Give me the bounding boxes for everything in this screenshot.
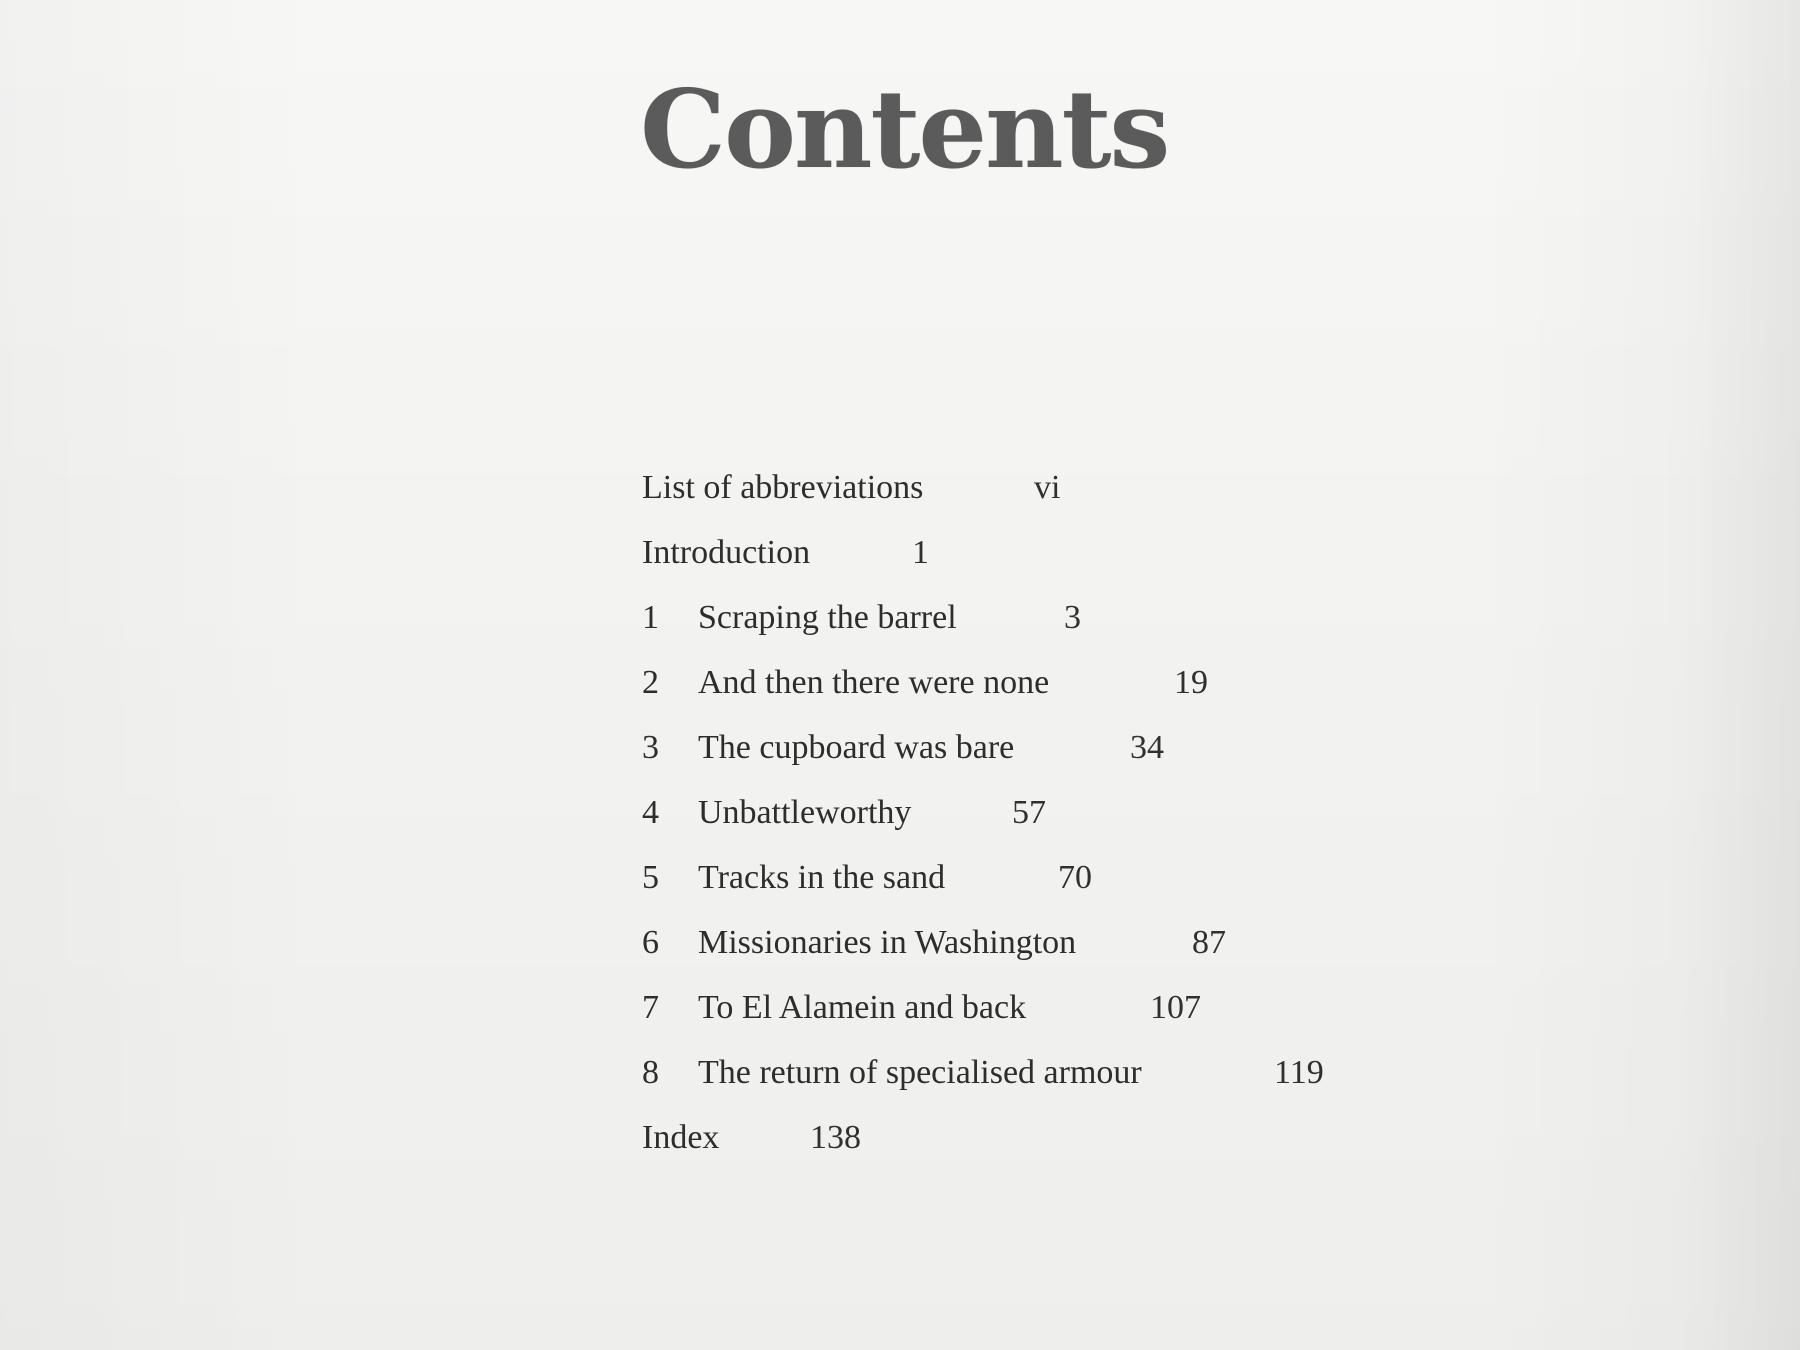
- toc-row-chapter-2: [642, 657, 1362, 709]
- chapter-number: 5: [642, 859, 659, 896]
- toc-page-number: 57: [1012, 794, 1046, 831]
- toc-row-introduction: [642, 527, 1362, 579]
- toc-page-number: 34: [1130, 729, 1164, 766]
- table-of-contents: [642, 462, 1362, 1162]
- chapter-number: 8: [642, 1054, 659, 1091]
- toc-page-number: 138: [810, 1119, 861, 1156]
- chapter-number: 2: [642, 664, 659, 701]
- toc-title: Scraping the barrel: [698, 599, 957, 636]
- chapter-number: 7: [642, 989, 659, 1026]
- toc-page-number: 119: [1274, 1054, 1324, 1091]
- toc-row-chapter-1: [642, 592, 1362, 644]
- toc-row-chapter-4: [642, 787, 1362, 839]
- page-edge-shadow: [1680, 0, 1800, 1350]
- toc-title: The cupboard was bare: [698, 729, 1015, 766]
- toc-page-number: 70: [1058, 859, 1092, 896]
- chapter-number: 3: [642, 729, 659, 766]
- toc-title: To El Alamein and back: [698, 989, 1027, 1026]
- toc-row-index: [642, 1112, 1362, 1164]
- toc-row-list-of-abbreviations: [642, 462, 1362, 514]
- toc-title: The return of specialised armour: [698, 1054, 1142, 1091]
- toc-title: And then there were none: [698, 664, 1050, 701]
- toc-row-chapter-7: [642, 982, 1362, 1034]
- toc-page-number: 19: [1174, 664, 1208, 701]
- toc-title: Index: [642, 1119, 720, 1156]
- chapter-number: 1: [642, 599, 659, 636]
- toc-title: List of abbreviations: [642, 469, 924, 506]
- toc-row-chapter-6: [642, 917, 1362, 969]
- toc-page-number: 87: [1192, 924, 1226, 961]
- page-title: Contents: [640, 67, 1169, 193]
- toc-row-chapter-8: [642, 1047, 1362, 1099]
- toc-title: Introduction: [642, 534, 811, 571]
- toc-row-chapter-3: [642, 722, 1362, 774]
- toc-title: Tracks in the sand: [698, 859, 946, 896]
- toc-page-number: 107: [1150, 989, 1201, 1026]
- toc-row-chapter-5: [642, 852, 1362, 904]
- toc-page-number: vi: [1034, 469, 1061, 506]
- chapter-number: 6: [642, 924, 659, 961]
- chapter-number: 4: [642, 794, 659, 831]
- toc-page-number: 1: [912, 534, 929, 571]
- toc-title: Unbattleworthy: [698, 794, 912, 831]
- toc-page-number: 3: [1064, 599, 1081, 636]
- toc-title: Missionaries in Washington: [698, 924, 1077, 961]
